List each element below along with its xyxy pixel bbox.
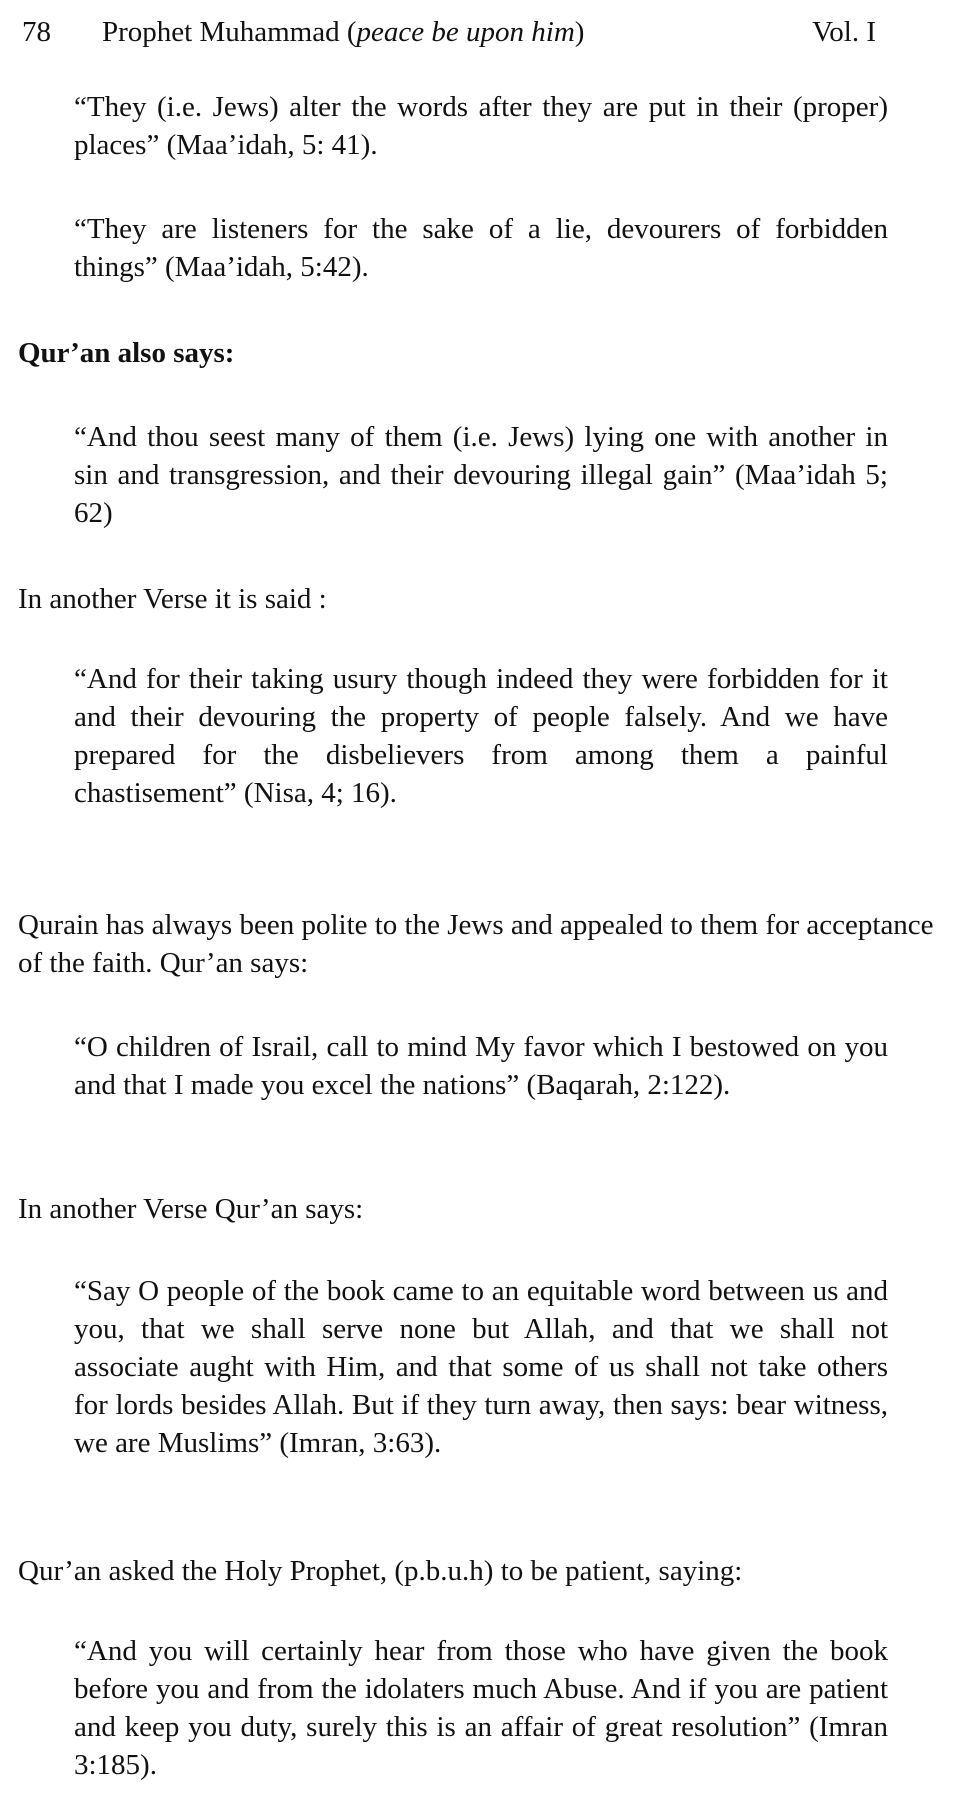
quote-block: “They (i.e. Jews) alter the words after they are put in their (proper) places” (Maa’idah, 5: 41). [74, 91, 888, 161]
page-number: 78 [22, 16, 51, 48]
body-paragraph: Qurain has always been polite to the Jews and appealed to them for acceptance of the faith. Qur’an says: [18, 909, 934, 979]
section-heading: Qur’an also says: [18, 337, 235, 369]
running-title-italic: peace be upon him [356, 16, 575, 48]
body-paragraph: In another Verse Qur’an says: [18, 1193, 364, 1225]
quote-block: “And you will certainly hear from those who have given the book before you and from the idolaters much Abuse. And if you are patient and keep you duty, surely this is an affair of great resolution” (Imran 3:185). [74, 1635, 888, 1781]
running-title-main: Prophet Muhammad [102, 16, 340, 48]
running-title: Prophet Muhammad (peace be upon him) [102, 16, 585, 48]
quote-block: “And for their taking usury though indeed they were forbidden for it and their devouring the property of people falsely. And we have prepared for the disbelievers from among them a painful chastisement” (Nisa, 4; 16). [74, 663, 888, 809]
quote-block: “They are listeners for the sake of a lie, devourers of forbidden things” (Maa’idah, 5:42). [74, 213, 888, 283]
body-paragraph: In another Verse it is said : [18, 583, 327, 615]
page-header [22, 12, 876, 52]
volume-label: Vol. I [812, 16, 876, 48]
quote-block: “Say O people of the book came to an equitable word between us and you, that we shall serve none but Allah, and that we shall not associate aught with Him, and that some of us shall not take others for lords besides Allah. But if they turn away, then says: bear witness, we are Muslims” (Imran, 3:63). [74, 1275, 888, 1459]
quote-block: “O children of Israil, call to mind My favor which I bestowed on you and that I made you excel the nations” (Baqarah, 2:122). [74, 1031, 888, 1101]
body-paragraph: Qur’an asked the Holy Prophet, (p.b.u.h) to be patient, saying: [18, 1555, 743, 1587]
quote-block: “And thou seest many of them (i.e. Jews) lying one with another in sin and transgression, and their devouring illegal gain” (Maa’idah 5; 62) [74, 421, 888, 529]
